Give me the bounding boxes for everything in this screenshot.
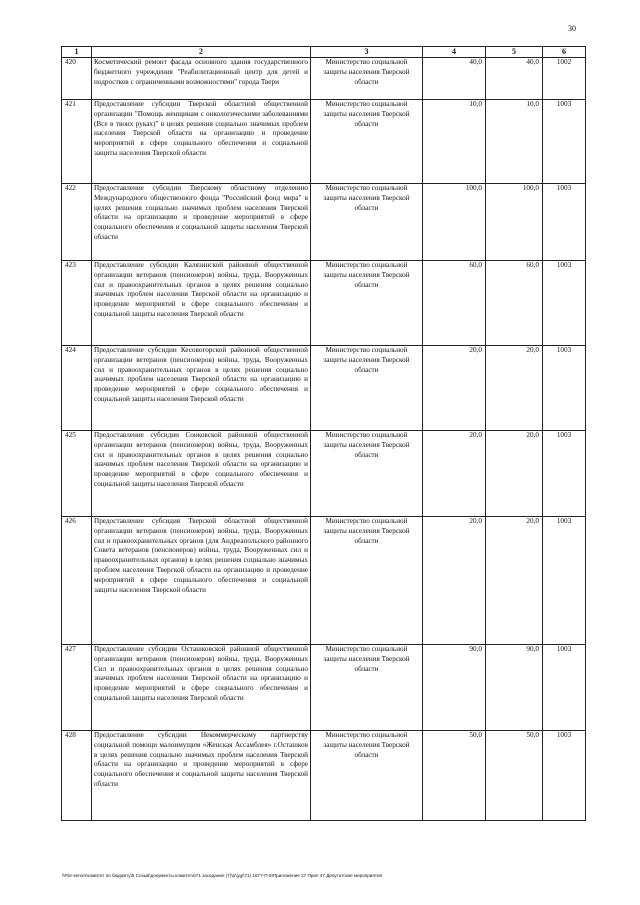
table-row [62, 184, 586, 261]
row-amount-2: 40,0 [486, 58, 543, 100]
table-row [62, 346, 586, 431]
row-code: 1003 [543, 731, 586, 821]
table-row [62, 261, 586, 346]
data-table [61, 46, 586, 821]
row-description: Предоставление субсидии Сонковской районной общественной организации ветеранов (пенсионеров) войны, труда, Вооруженных сил и правоохранительных органов в целях решения социально значимых проблем населения Тверской области на организацию и проведение мероприятий в сфере социального обеспечения и социальной защиты населения Тверской области [92, 431, 311, 517]
row-description: Предоставление субсидии Некоммерческому партнерству социальной помощи малоимущим «Женская Ассамблея» г.Осташков в целях решения социально значимых проблем населения Тверской области на организацию и проведение мероприятий в сфере социального обеспечения и социальной защиты населения Тверской области [92, 731, 311, 821]
row-number: 427 [62, 645, 92, 731]
row-number: 423 [62, 261, 92, 346]
row-description: Предоставление субсидии Тверскому областному отделению Международного общественного фонда "Российский фонд мира" в целях решения социально значимых проблем населения Тверской области на организацию и проведение мероприятий в сфере социального обеспечения и социальной защиты населения Тверской области [92, 184, 311, 261]
row-amount-2: 90,0 [486, 645, 543, 731]
row-organization: Министерство социальной защиты населения Тверской области [311, 261, 423, 346]
row-amount-2: 20,0 [486, 431, 543, 517]
row-code: 1002 [543, 58, 586, 100]
row-organization: Министерство социальной защиты населения Тверской области [311, 346, 423, 431]
header-col-5: 5 [486, 47, 543, 58]
row-amount-2: 50,0 [486, 731, 543, 821]
row-code: 1003 [543, 184, 586, 261]
row-amount-1: 20,0 [423, 517, 486, 645]
table-row [62, 645, 586, 731]
row-number: 422 [62, 184, 92, 261]
header-row [62, 47, 586, 58]
row-amount-2: 100,0 [486, 184, 543, 261]
row-amount-1: 10,0 [423, 100, 486, 184]
row-description: Предоставление субсидии Тверской областной общественной организации "Помощь женщинам с онкологическими заболеваниями (Все в твоих руках)" в целях решения социально значимых проблем населения Тверской области на организацию и проведение мероприятий в сфере социального обеспечения и социальной защиты населения Тверской области [92, 100, 311, 184]
row-number: 426 [62, 517, 92, 645]
header-col-1: 1 [62, 47, 92, 58]
header-col-2: 2 [92, 47, 311, 58]
row-description: Косметический ремонт фасада основного здания государственного бюджетного учреждения "Реабилитационный центр для детей и подростков с ограниченными возможностями" города Твери [92, 58, 311, 100]
row-amount-2: 20,0 [486, 346, 543, 431]
row-number: 420 [62, 58, 92, 100]
row-code: 1003 [543, 431, 586, 517]
table-row [62, 431, 586, 517]
row-amount-1: 60,0 [423, 261, 486, 346]
row-amount-1: 20,0 [423, 431, 486, 517]
row-amount-2: 10,0 [486, 100, 543, 184]
row-description: Предоставление субсидии Осташковской районной общественной организации ветеранов (пенсионеров) войны, труда, Вооруженных Сил и правоохранительных органов в целях решения социально значимых проблем населения Тверской области на организацию и проведение мероприятий в сфере социального обеспечения и социальной защиты населения Тверской области [92, 645, 311, 731]
row-code: 1003 [543, 100, 586, 184]
row-number: 425 [62, 431, 92, 517]
row-code: 1003 [543, 645, 586, 731]
table-row [62, 731, 586, 821]
footer-file-path: \\File-server\комитет по бюджету\5 Созыв\документы комитета\71 заседание (7)\р\(др\71) 1877-П-5\Приложение 27 Прил 47 Депутатские мероприятия [62, 873, 383, 878]
row-code: 1003 [543, 517, 586, 645]
row-amount-2: 60,0 [486, 261, 543, 346]
row-number: 421 [62, 100, 92, 184]
table-row [62, 58, 586, 100]
row-organization: Министерство социальной защиты населения Тверской области [311, 100, 423, 184]
header-col-3: 3 [311, 47, 423, 58]
row-description: Предоставление субсидия Тверской областной общественной организации ветеранов (пенсионеров) войны, труда, Вооруженных сил и правоохранительных органов (для Андреапольского районного Совета ветеранов (пенсионеров) войны, труда, Вооруженных сил и правоохранительных органов) в целях решения социально значимых проблем населения Тверской области на организацию и проведение мероприятий в сфере социального обеспечения и социальной защиты населения Тверской области [92, 517, 311, 645]
row-amount-1: 40,0 [423, 58, 486, 100]
header-col-4: 4 [423, 47, 486, 58]
row-amount-2: 20,0 [486, 517, 543, 645]
row-code: 1003 [543, 261, 586, 346]
row-number: 428 [62, 731, 92, 821]
row-description: Предоставление субсидии Кесовогорской районной общественной организации ветеранов (пенсионеров) войны, труда, Вооруженных сил и правоохранительных органов в целях решения социально значимых проблем населения Тверской области на организацию и проведение мероприятий в сфере социального обеспечения и социальной защиты населения Тверской области [92, 346, 311, 431]
row-amount-1: 20,0 [423, 346, 486, 431]
row-organization: Министерство социальной защиты населения Тверской области [311, 184, 423, 261]
table-row [62, 100, 586, 184]
header-col-6: 6 [543, 47, 586, 58]
row-organization: Министерство социальной защиты населения Тверской области [311, 731, 423, 821]
row-code: 1003 [543, 346, 586, 431]
row-organization: Министерство социальной защиты населения Тверской области [311, 431, 423, 517]
row-number: 424 [62, 346, 92, 431]
page-number: 30 [568, 24, 576, 33]
row-organization: Министерство социальной защиты населения Тверской области [311, 517, 423, 645]
row-organization: Министерство социальной защиты населения Тверской области [311, 645, 423, 731]
row-amount-1: 90,0 [423, 645, 486, 731]
row-organization: Министерство социальной защиты населения Тверской области [311, 58, 423, 100]
row-amount-1: 50,0 [423, 731, 486, 821]
row-amount-1: 100,0 [423, 184, 486, 261]
table-row [62, 517, 586, 645]
row-description: Предоставление субсидии Калязинской районной общественной организации ветеранов (пенсионеров) войны, труда, Вооруженных сил и правоохранительных органов в целях решения социально значимых проблем населения Тверской области на организацию и проведение мероприятий в сфере социального обеспечения и социальной защиты населения Тверской области [92, 261, 311, 346]
